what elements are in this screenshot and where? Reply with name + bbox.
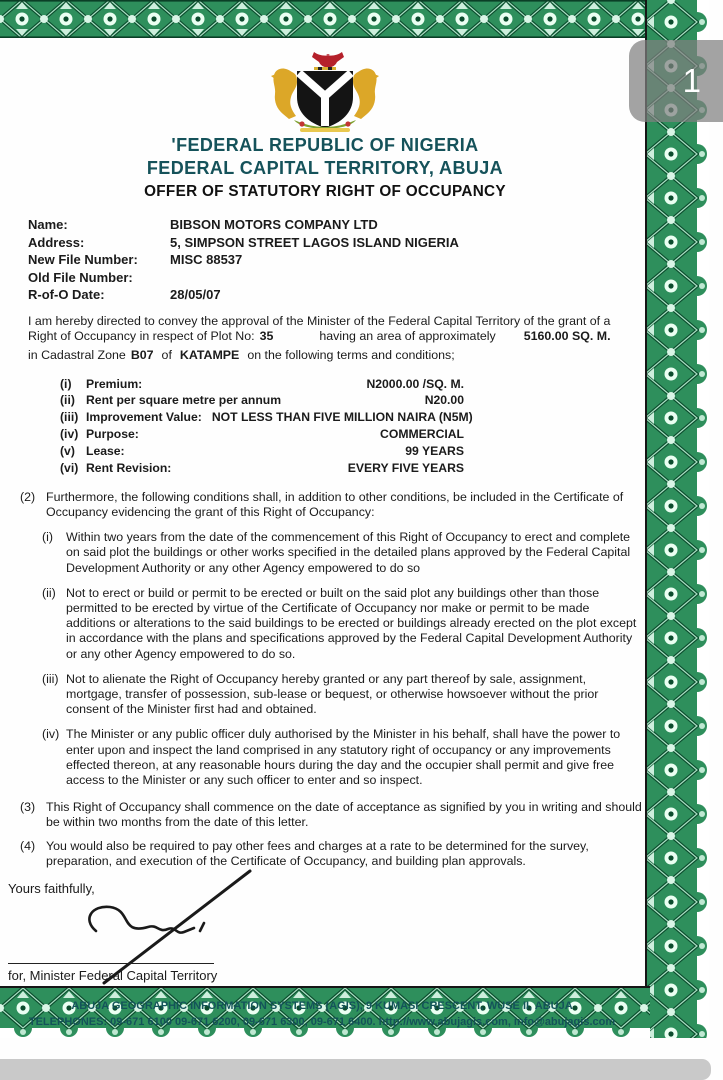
term-purpose: (iv) Purpose: COMMERCIAL [60, 426, 464, 441]
condition-iii: (iii) Not to alienate the Right of Occupancy hereby granted or any part thereof by sale, assignment, mortgage, transfer of possession, sub-lease or bequest, or otherwise howsoever without the prior consent of the Minister first had and obtained. [42, 671, 599, 717]
term-improvement-value: (iii) Improvement Value: NOT LESS THAN FIVE MILLION NAIRA (N5M) [60, 410, 473, 425]
section-text: Furthermore, the following conditions shall, in addition to other conditions, be included in the Certificate of Occupancy evidencing the grant of this Right of Occupancy: [46, 489, 624, 519]
info-row-name [28, 216, 642, 234]
info-value: 5, SIMPSON STREET LAGOS ISLAND NIGERIA [170, 234, 459, 250]
title-country: 'FEDERAL REPUBLIC OF NIGERIA [171, 135, 479, 155]
title-offer: OFFER OF STATUTORY RIGHT OF OCCUPANCY [144, 183, 506, 200]
info-row-rofo-date [28, 286, 642, 304]
term-rent-revision: (vi) Rent Revision: EVERY FIVE YEARS [60, 460, 464, 475]
info-label: Address: [28, 234, 85, 250]
intro-line-1: I am hereby directed to convey the approval of the Minister of the Federal Capital Territory of the grant of a [28, 313, 611, 328]
intro-line-3: in Cadastral Zone B07 of KATAMPE on the following terms and conditions; [28, 348, 455, 363]
info-row-old-file-number [28, 269, 642, 287]
info-row-new-file-number [28, 251, 642, 269]
info-value: 28/05/07 [170, 287, 221, 303]
nigeria-coat-of-arms-icon [266, 48, 384, 132]
section-3 [20, 800, 642, 830]
agis-footer [8, 999, 636, 1030]
plot-number: 35 [259, 329, 274, 344]
section-text: You would also be required to pay other fees and charges at a rate to be determined for the survey, preparation, and execution of the Certificate of Occupancy, and building plan approvals. [46, 838, 589, 868]
condition-iv: (iv) The Minister or any public officer duly authorised by the Minister in his behalf, shall have the power to enter upon and inspect the land comprised in any statutory right of occupancy or any improvements effected thereon, at any reasonable hours during the day and the occupier shall permit and give free access to the Minister or any such officer to enter and so inspect. [42, 727, 621, 788]
title-territory: FEDERAL CAPITAL TERRITORY, ABUJA [146, 158, 504, 178]
section-text: This Right of Occupancy shall commence on the date of acceptance as signified by you in writing and should be within two months from the date of this letter. [46, 800, 642, 830]
info-row-address [28, 234, 642, 252]
term-premium: (i) Premium: N2000.00 /SQ. M. [60, 376, 464, 391]
section-number: (2) [20, 489, 36, 504]
section-number: (4) [20, 838, 36, 853]
document-content [8, 40, 642, 1030]
footer-telephones: TELEPHONES: 09-671 6100 09-671 6200, 09-671 6300, 09-671 6400. http://www.abujagis.com, info@abujagis.com [28, 1015, 616, 1028]
page-number: 1 [682, 62, 701, 99]
applicant-info-block [28, 216, 642, 304]
intro-line-2: Right of Occupancy in respect of Plot No: 35 having an area of approximately 5160.00 SQ. M. [28, 329, 611, 344]
info-value: BIBSON MOTORS COMPANY LTD [170, 217, 378, 232]
info-label: New File Number: [28, 252, 138, 268]
page-number-badge [629, 40, 723, 122]
signatory-title: for, Minister Federal Capital Territory [8, 968, 218, 984]
condition-i: (i) Within two years from the date of the commencement of this Right of Occupancy to erect and complete on said plot the buildings or other works specified in the detailed plans approved by the Federal Capital Development Authority or any other Agency empowered to do so [42, 530, 631, 575]
district: KATAMPE [179, 348, 240, 363]
salutation: Yours faithfully, [8, 881, 95, 897]
condition-ii: (ii) Not to erect or build or permit to be erected or built on the said plot any buildings other than those permitted to be erected by virtue of the Certificate of Occupancy nor make or permit to be made additions or alterations to the said buildings to be erected or buildings already erected on the plot except in accordance with the plans and specifications approved by the Federal Capital Development Authority or any other Agency empowered to do so. [42, 585, 637, 661]
cadastral-zone: B07 [130, 348, 154, 363]
border-right-ornament [645, 0, 709, 1038]
intro-paragraph [28, 314, 628, 364]
info-label: Name: [28, 217, 68, 232]
footer-address: ABUJA GEOGRAPHIC INFORMATION SYSTEMS (AGIS), 9 KUMASI CRESCENT, WUSE II, ABUJA [71, 1000, 573, 1013]
term-lease: (v) Lease: 99 YEARS [60, 443, 464, 458]
info-value: MISC 88537 [170, 252, 243, 268]
section-2 [20, 490, 642, 520]
section-number: (3) [20, 800, 36, 815]
plot-area: 5160.00 SQ. M. [523, 329, 611, 344]
terms-list [60, 376, 473, 475]
section-4 [20, 839, 642, 869]
info-label: Old File Number: [28, 269, 133, 285]
info-label: R-of-O Date: [28, 287, 105, 303]
term-rent: (ii) Rent per square metre per annum N20.00 [60, 393, 464, 408]
page-bottom-shadow [0, 1059, 711, 1080]
signature-line [8, 963, 214, 964]
closing-block [8, 881, 642, 997]
border-top-ornament [0, 0, 707, 38]
